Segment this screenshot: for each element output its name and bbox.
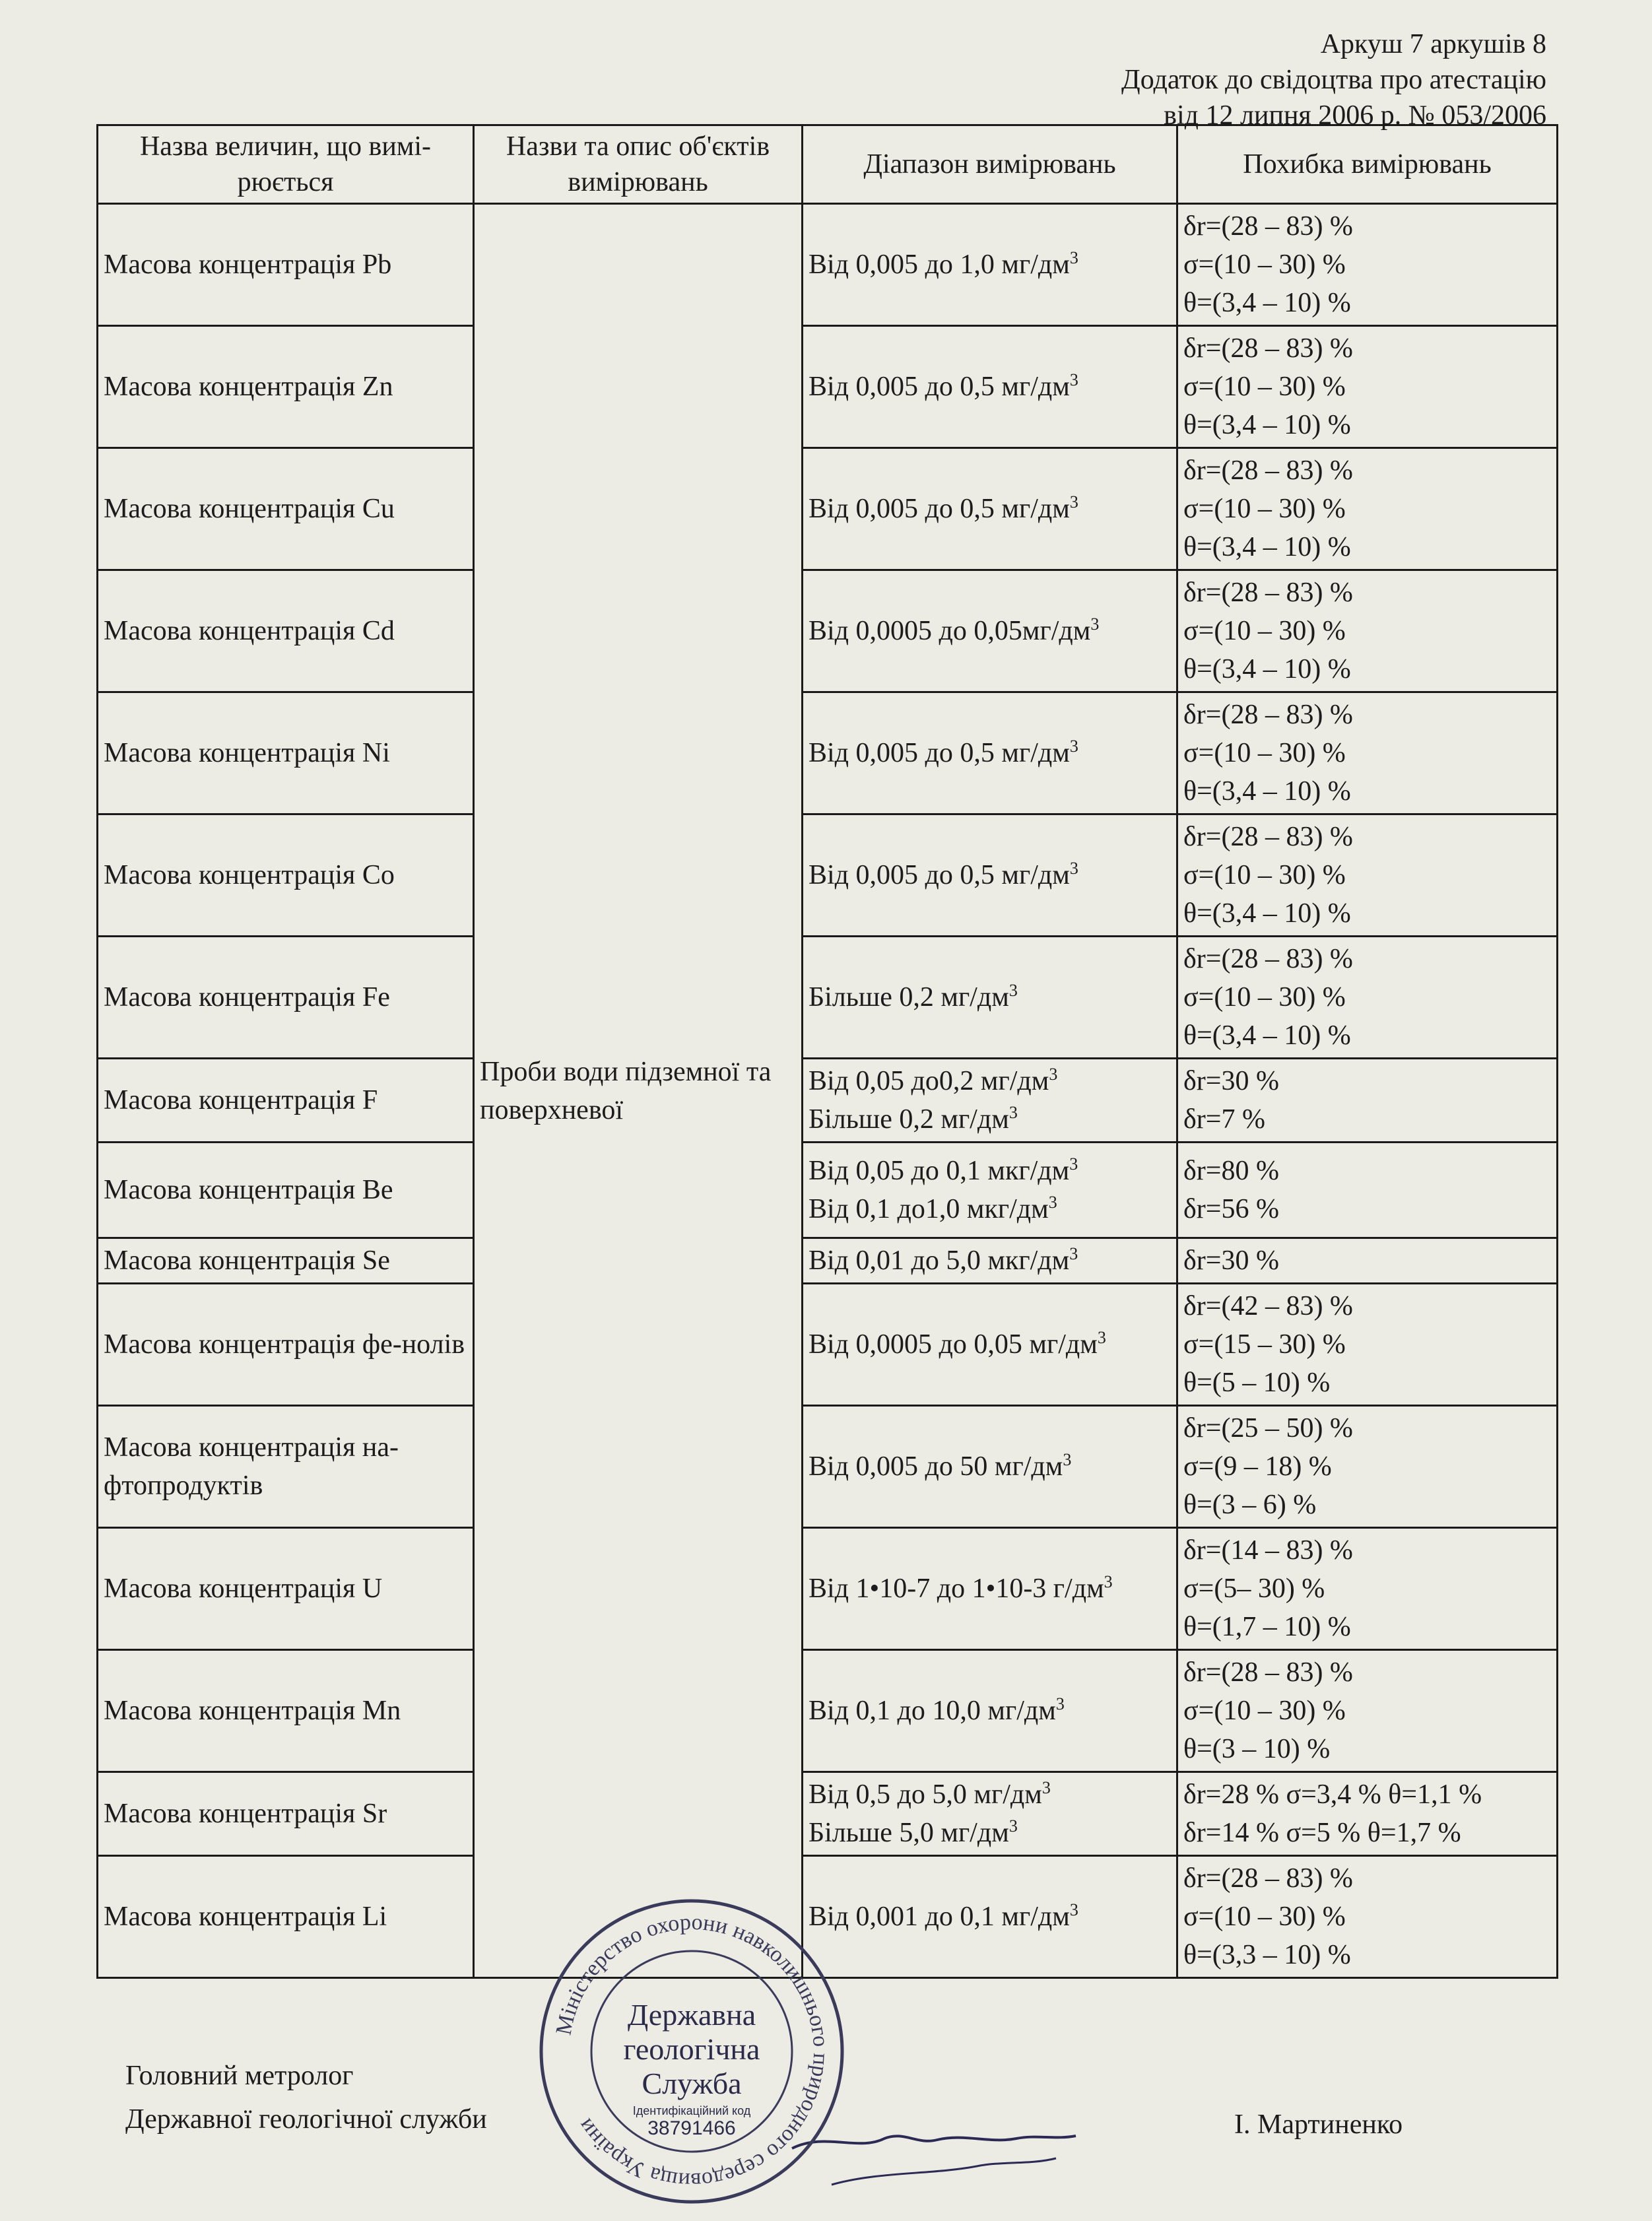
range-line	[809, 1814, 1171, 1852]
measurement-error	[1177, 326, 1558, 448]
header-quantity: Назва величин, що вимі-рюється	[98, 125, 474, 204]
table-row	[98, 1059, 1558, 1143]
table-row	[98, 814, 1558, 937]
range-unit-exponent: 3	[1008, 1816, 1018, 1836]
range-unit-exponent: 3	[1069, 737, 1078, 756]
range-line	[809, 1152, 1171, 1190]
error-line: σ=(9 – 18) %	[1183, 1451, 1332, 1482]
measurement-range	[803, 814, 1177, 937]
range-unit-exponent: 3	[1055, 1694, 1065, 1713]
table-row	[98, 1772, 1558, 1856]
table-row	[98, 1406, 1558, 1528]
object-description: Проби води підземної та поверхневої	[474, 204, 803, 1978]
error-line: θ=(3,4 – 10) %	[1183, 898, 1351, 929]
stamp-ring-text: Міністерство охорони навколишнього природного середовища України	[551, 1909, 834, 2193]
error-line: δr=7 %	[1183, 1104, 1265, 1135]
measurement-error	[1177, 204, 1558, 326]
error-line: δr=(28 – 83) %	[1183, 578, 1353, 608]
table-row	[98, 937, 1558, 1059]
page-header	[1121, 26, 1546, 133]
range-line	[809, 612, 1171, 650]
measurement-error	[1177, 814, 1558, 937]
error-line: θ=(3 – 6) %	[1183, 1490, 1317, 1520]
range-text: Більше 5,0 мг/дм	[809, 1818, 1009, 1848]
error-line: θ=(3,4 – 10) %	[1183, 410, 1351, 440]
header-objects: Назви та опис об'єктів вимірювань	[474, 125, 803, 204]
range-unit-exponent: 3	[1069, 1244, 1078, 1263]
table-row	[98, 204, 1558, 326]
range-text: Від 0,001 до 0,1 мг/дм	[809, 1902, 1070, 1932]
error-line: θ=(3,4 – 10) %	[1183, 288, 1351, 318]
error-line: θ=(3,4 – 10) %	[1183, 654, 1351, 684]
range-text: Більше 0,2 мг/дм	[809, 982, 1009, 1012]
range-line	[809, 1242, 1171, 1280]
range-line	[809, 1692, 1171, 1730]
range-unit-exponent: 3	[1069, 248, 1078, 267]
range-unit-exponent: 3	[1069, 370, 1078, 389]
range-text: Від 0,1 до1,0 мкг/дм	[809, 1194, 1049, 1224]
measurement-error	[1177, 1143, 1558, 1238]
error-line: θ=(1,7 – 10) %	[1183, 1612, 1351, 1642]
error-line: δr=80 %	[1183, 1156, 1279, 1186]
table-row	[98, 1528, 1558, 1650]
stamp-line-2: геологічна	[623, 2032, 760, 2066]
quantity-name: Масова концентрація Pb	[98, 204, 474, 326]
position-line-1: Головний метролог	[125, 2061, 354, 2091]
range-text: Від 0,01 до 5,0 мкг/дм	[809, 1245, 1070, 1276]
error-line: θ=(3,4 – 10) %	[1183, 1020, 1351, 1051]
range-line	[809, 1100, 1171, 1139]
error-line: δr=56 %	[1183, 1194, 1279, 1224]
range-line	[809, 1190, 1171, 1228]
quantity-name: Масова концентрація фе-нолів	[98, 1284, 474, 1406]
error-line: δr=30 %	[1183, 1245, 1279, 1276]
quantity-name: Масова концентрація Cd	[98, 570, 474, 692]
quantity-name: Масова концентрація Mn	[98, 1650, 474, 1772]
error-line: θ=(3,3 – 10) %	[1183, 1940, 1351, 1970]
error-line: δr=(25 – 50) %	[1183, 1413, 1353, 1443]
range-text: Від 0,005 до 0,5 мг/дм	[809, 738, 1070, 768]
range-unit-exponent: 3	[1008, 981, 1018, 1000]
error-line: σ=(15 – 30) %	[1183, 1329, 1346, 1360]
table-row	[98, 448, 1558, 570]
range-text: Від 0,0005 до 0,05мг/дм	[809, 616, 1091, 646]
stamp-line-3: Служба	[642, 2067, 742, 2100]
range-line	[809, 1062, 1171, 1100]
measurement-error	[1177, 570, 1558, 692]
quantity-name: Масова концентрація Be	[98, 1143, 474, 1238]
measurement-range	[803, 1059, 1177, 1143]
range-line	[809, 978, 1171, 1016]
range-text: Від 0,005 до 0,5 мг/дм	[809, 860, 1070, 890]
table-row	[98, 692, 1558, 814]
error-line: δr=(28 – 83) %	[1183, 1657, 1353, 1688]
error-line: θ=(3,4 – 10) %	[1183, 776, 1351, 807]
quantity-name: Масова концентрація F	[98, 1059, 474, 1143]
quantity-name: Масова концентрація U	[98, 1528, 474, 1650]
stamp-line-1: Державна	[627, 1998, 756, 2032]
error-line: θ=(3,4 – 10) %	[1183, 532, 1351, 562]
error-line: δr=30 %	[1183, 1066, 1279, 1096]
range-text: Від 0,5 до 5,0 мг/дм	[809, 1779, 1042, 1810]
range-line	[809, 1775, 1171, 1814]
table-row	[98, 1238, 1558, 1284]
quantity-name: Масова концентрація Co	[98, 814, 474, 937]
measurements-table	[96, 124, 1558, 1979]
range-unit-exponent: 3	[1049, 1065, 1058, 1084]
measurement-error	[1177, 1528, 1558, 1650]
error-line: θ=(5 – 10) %	[1183, 1368, 1331, 1398]
stamp-code-label: Ідентифікаційний код	[632, 2104, 751, 2117]
table-body	[98, 204, 1558, 1978]
range-line	[809, 1570, 1171, 1608]
table-row	[98, 1143, 1558, 1238]
range-text: Від 0,005 до 50 мг/дм	[809, 1451, 1063, 1482]
measurement-error	[1177, 692, 1558, 814]
range-line	[809, 246, 1171, 284]
quantity-name: Масова концентрація Li	[98, 1856, 474, 1978]
measurement-range	[803, 204, 1177, 326]
quantity-name: Масова концентрація Fe	[98, 937, 474, 1059]
measurement-range	[803, 1856, 1177, 1978]
range-unit-exponent: 3	[1041, 1778, 1051, 1797]
error-line: δr=(28 – 83) %	[1183, 944, 1353, 974]
measurement-error	[1177, 1284, 1558, 1406]
range-line	[809, 1325, 1171, 1364]
range-line	[809, 1898, 1171, 1936]
range-text: Від 0,005 до 0,5 мг/дм	[809, 372, 1070, 402]
measurement-range	[803, 1650, 1177, 1772]
quantity-name: Масова концентрація Zn	[98, 326, 474, 448]
quantity-name: Масова концентрація на-фтопродуктів	[98, 1406, 474, 1528]
error-line: δr=(28 – 83) %	[1183, 455, 1353, 486]
appendix-title: Додаток до свідоцтва про атестацію	[1121, 65, 1546, 95]
error-line: δr=28 % σ=3,4 % θ=1,1 %	[1183, 1779, 1482, 1810]
quantity-name: Масова концентрація Se	[98, 1238, 474, 1284]
range-text: Від 0,005 до 0,5 мг/дм	[809, 494, 1070, 524]
measurement-error	[1177, 448, 1558, 570]
range-line	[809, 856, 1171, 894]
error-line: σ=(10 – 30) %	[1183, 1696, 1346, 1726]
measurement-range	[803, 570, 1177, 692]
error-line: σ=(10 – 30) %	[1183, 249, 1346, 280]
error-line: σ=(10 – 30) %	[1183, 1902, 1346, 1932]
measurement-error	[1177, 1856, 1558, 1978]
table-row	[98, 326, 1558, 448]
error-line: σ=(10 – 30) %	[1183, 860, 1346, 890]
quantity-name: Масова концентрація Ni	[98, 692, 474, 814]
table-header-row	[98, 125, 1558, 204]
measurement-range	[803, 1238, 1177, 1284]
range-line	[809, 368, 1171, 406]
signatory-name: І. Мартиненко	[1234, 2109, 1403, 2140]
measurement-range	[803, 326, 1177, 448]
error-line: σ=(10 – 30) %	[1183, 982, 1346, 1012]
range-unit-exponent: 3	[1069, 492, 1078, 512]
table-row	[98, 570, 1558, 692]
error-line: σ=(5– 30) %	[1183, 1574, 1325, 1604]
error-line: δr=(28 – 83) %	[1183, 822, 1353, 852]
position-line-2: Державної геологічної служби	[125, 2104, 487, 2135]
measurement-range	[803, 1284, 1177, 1406]
stamp-code: 38791466	[647, 2117, 736, 2139]
range-text: Більше 0,2 мг/дм	[809, 1104, 1009, 1135]
stamp-icon	[533, 1893, 850, 2210]
range-unit-exponent: 3	[1063, 1450, 1072, 1469]
error-line: δr=14 % σ=5 % θ=1,7 %	[1183, 1818, 1461, 1848]
certificate-date: від 12 липня 2006 р. № 053/2006	[1164, 100, 1546, 131]
sheet-number: Аркуш 7 аркушів 8	[1320, 29, 1546, 59]
measurement-error	[1177, 1059, 1558, 1143]
error-line: σ=(10 – 30) %	[1183, 616, 1346, 646]
measurement-range	[803, 1772, 1177, 1856]
error-line: σ=(10 – 30) %	[1183, 494, 1346, 524]
measurement-error	[1177, 1772, 1558, 1856]
range-unit-exponent: 3	[1008, 1103, 1018, 1122]
quantity-name: Масова концентрація Sr	[98, 1772, 474, 1856]
error-line: δr=(42 – 83) %	[1183, 1291, 1353, 1321]
error-line: θ=(3 – 10) %	[1183, 1734, 1331, 1764]
measurement-range	[803, 692, 1177, 814]
error-line: δr=(14 – 83) %	[1183, 1535, 1353, 1566]
range-text: Від 0,005 до 1,0 мг/дм	[809, 249, 1070, 280]
measurement-range	[803, 1143, 1177, 1238]
range-line	[809, 734, 1171, 772]
measurement-error	[1177, 1406, 1558, 1528]
measurement-error	[1177, 937, 1558, 1059]
header-error: Похибка вимірювань	[1177, 125, 1558, 204]
error-line: δr=(28 – 83) %	[1183, 700, 1353, 730]
table-row	[98, 1650, 1558, 1772]
range-unit-exponent: 3	[1069, 1154, 1078, 1174]
measurement-range	[803, 1528, 1177, 1650]
error-line: δr=(28 – 83) %	[1183, 333, 1353, 364]
range-text: Від 1•10-7 до 1•10-3 г/дм	[809, 1574, 1104, 1604]
measurement-error	[1177, 1650, 1558, 1772]
quantity-name: Масова концентрація Cu	[98, 448, 474, 570]
range-line	[809, 490, 1171, 528]
range-unit-exponent: 3	[1090, 614, 1100, 634]
range-unit-exponent: 3	[1069, 859, 1078, 878]
measurement-error	[1177, 1238, 1558, 1284]
header-range: Діапазон вимірювань	[803, 125, 1177, 204]
measurement-range	[803, 937, 1177, 1059]
error-line: σ=(10 – 30) %	[1183, 738, 1346, 768]
table-row	[98, 1284, 1558, 1406]
error-line: σ=(10 – 30) %	[1183, 372, 1346, 402]
error-line: δr=(28 – 83) %	[1183, 1863, 1353, 1894]
range-text: Від 0,05 до0,2 мг/дм	[809, 1066, 1049, 1096]
range-text: Від 0,1 до 10,0 мг/дм	[809, 1696, 1056, 1726]
range-unit-exponent: 3	[1104, 1572, 1113, 1591]
measurement-range	[803, 1406, 1177, 1528]
measurement-range	[803, 448, 1177, 570]
range-text: Від 0,05 до 0,1 мкг/дм	[809, 1156, 1070, 1186]
range-unit-exponent: 3	[1048, 1193, 1057, 1212]
range-unit-exponent: 3	[1069, 1900, 1078, 1919]
range-unit-exponent: 3	[1097, 1328, 1106, 1347]
error-line: δr=(28 – 83) %	[1183, 211, 1353, 242]
range-text: Від 0,0005 до 0,05 мг/дм	[809, 1329, 1098, 1360]
range-line	[809, 1447, 1171, 1486]
signatory-position	[125, 2054, 487, 2141]
